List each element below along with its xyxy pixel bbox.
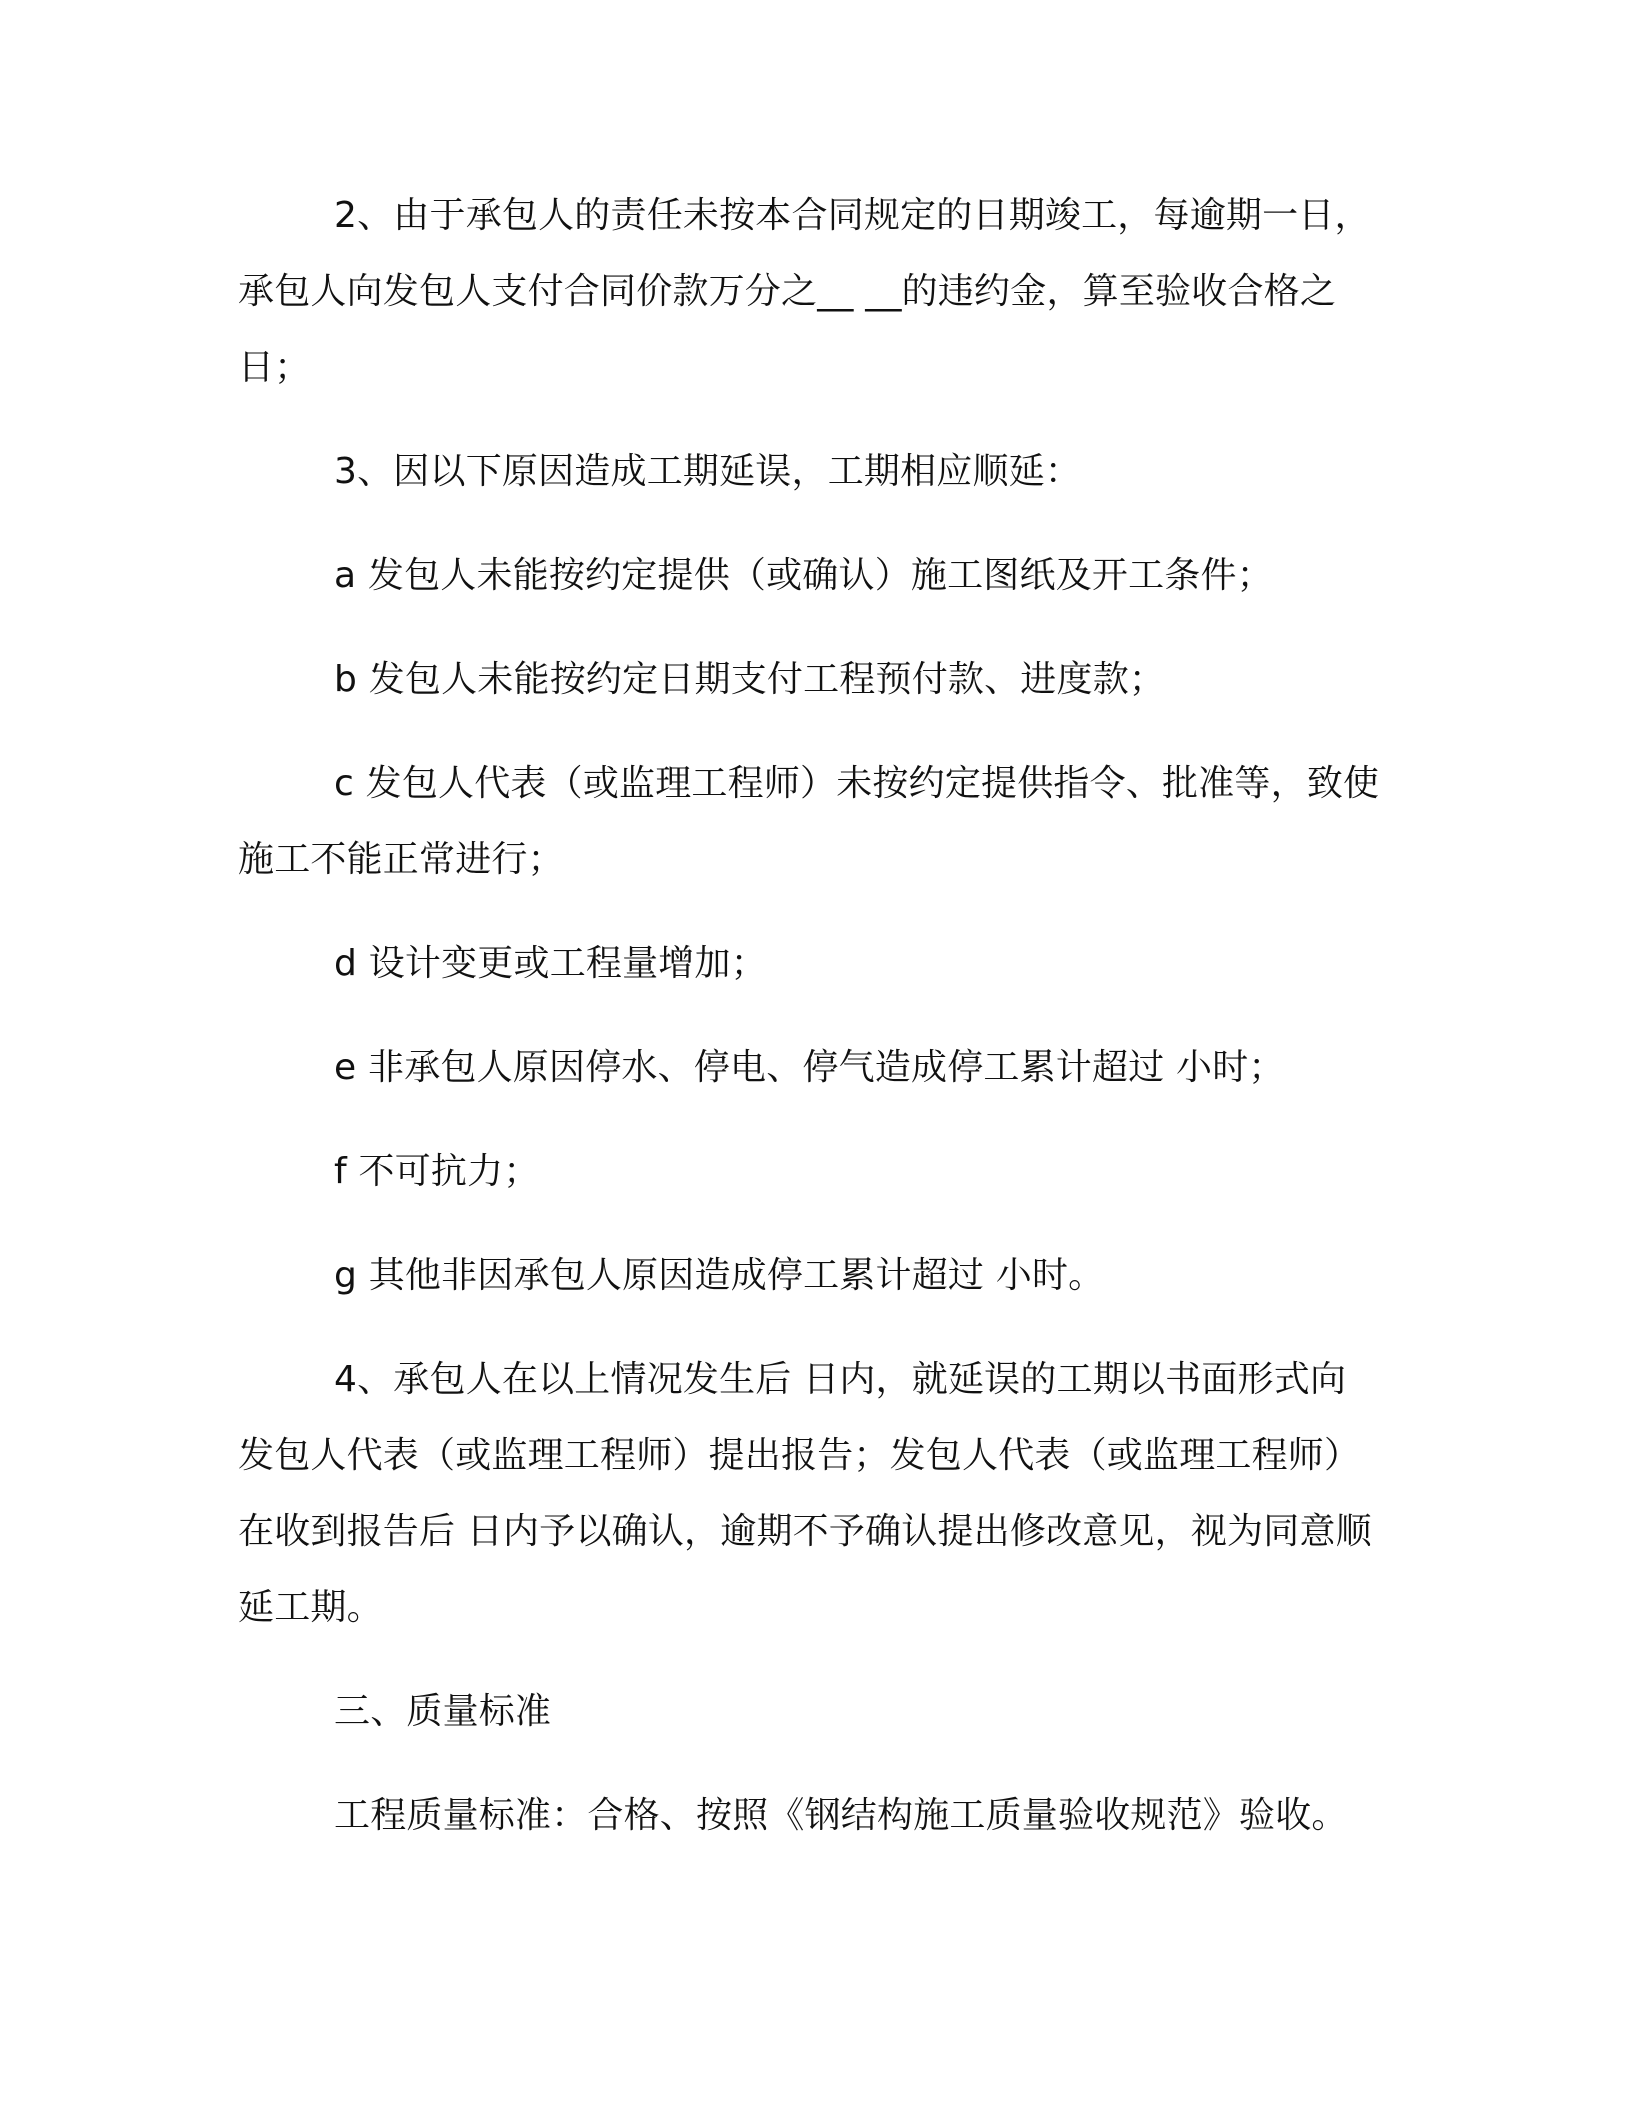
document-body <box>238 178 1382 1882</box>
list-item-e: e 非承包人原因停水、停电、停气造成停工累计超过 小时； <box>334 1047 1285 1088</box>
list-item-c: c 发包人代表（或监理工程师）未按约定提供指令、批准等，致使施工不能正常进行； <box>238 763 1380 880</box>
paragraph-quality-standard: 工程质量标准：合格、按照《钢结构施工质量验收规范》验收。 <box>334 1795 1348 1836</box>
section-heading-quality: 三、质量标准 <box>334 1691 552 1732</box>
paragraph-extension-causes: 3、因以下原因造成工期延误，工期相应顺延： <box>334 451 1082 492</box>
list-item-a: a 发包人未能按约定提供（或确认）施工图纸及开工条件； <box>334 555 1273 596</box>
list-item-d: d 设计变更或工程量增加； <box>334 943 767 984</box>
list-item-g: g 其他非因承包人原因造成停工累计超过 小时。 <box>334 1255 1105 1296</box>
list-item-b: b 发包人未能按约定日期支付工程预付款、进度款； <box>334 659 1166 700</box>
paragraph-report-procedure: 4、承包人在以上情况发生后 日内，就延误的工期以书面形式向发包人代表（或监理工程师）提出报告；发包人代表（或监理工程师）在收到报告后 日内予以确认，逾期不予确认提出修改意见，视为同意顺延工期。 <box>238 1359 1372 1628</box>
list-item-f: f 不可抗力； <box>334 1151 540 1192</box>
paragraph-delay-penalty: 2、由于承包人的责任未按本合同规定的日期竣工，每逾期一日，承包人向发包人支付合同价款万分之__ __的违约金，算至验收合格之日； <box>238 195 1371 388</box>
